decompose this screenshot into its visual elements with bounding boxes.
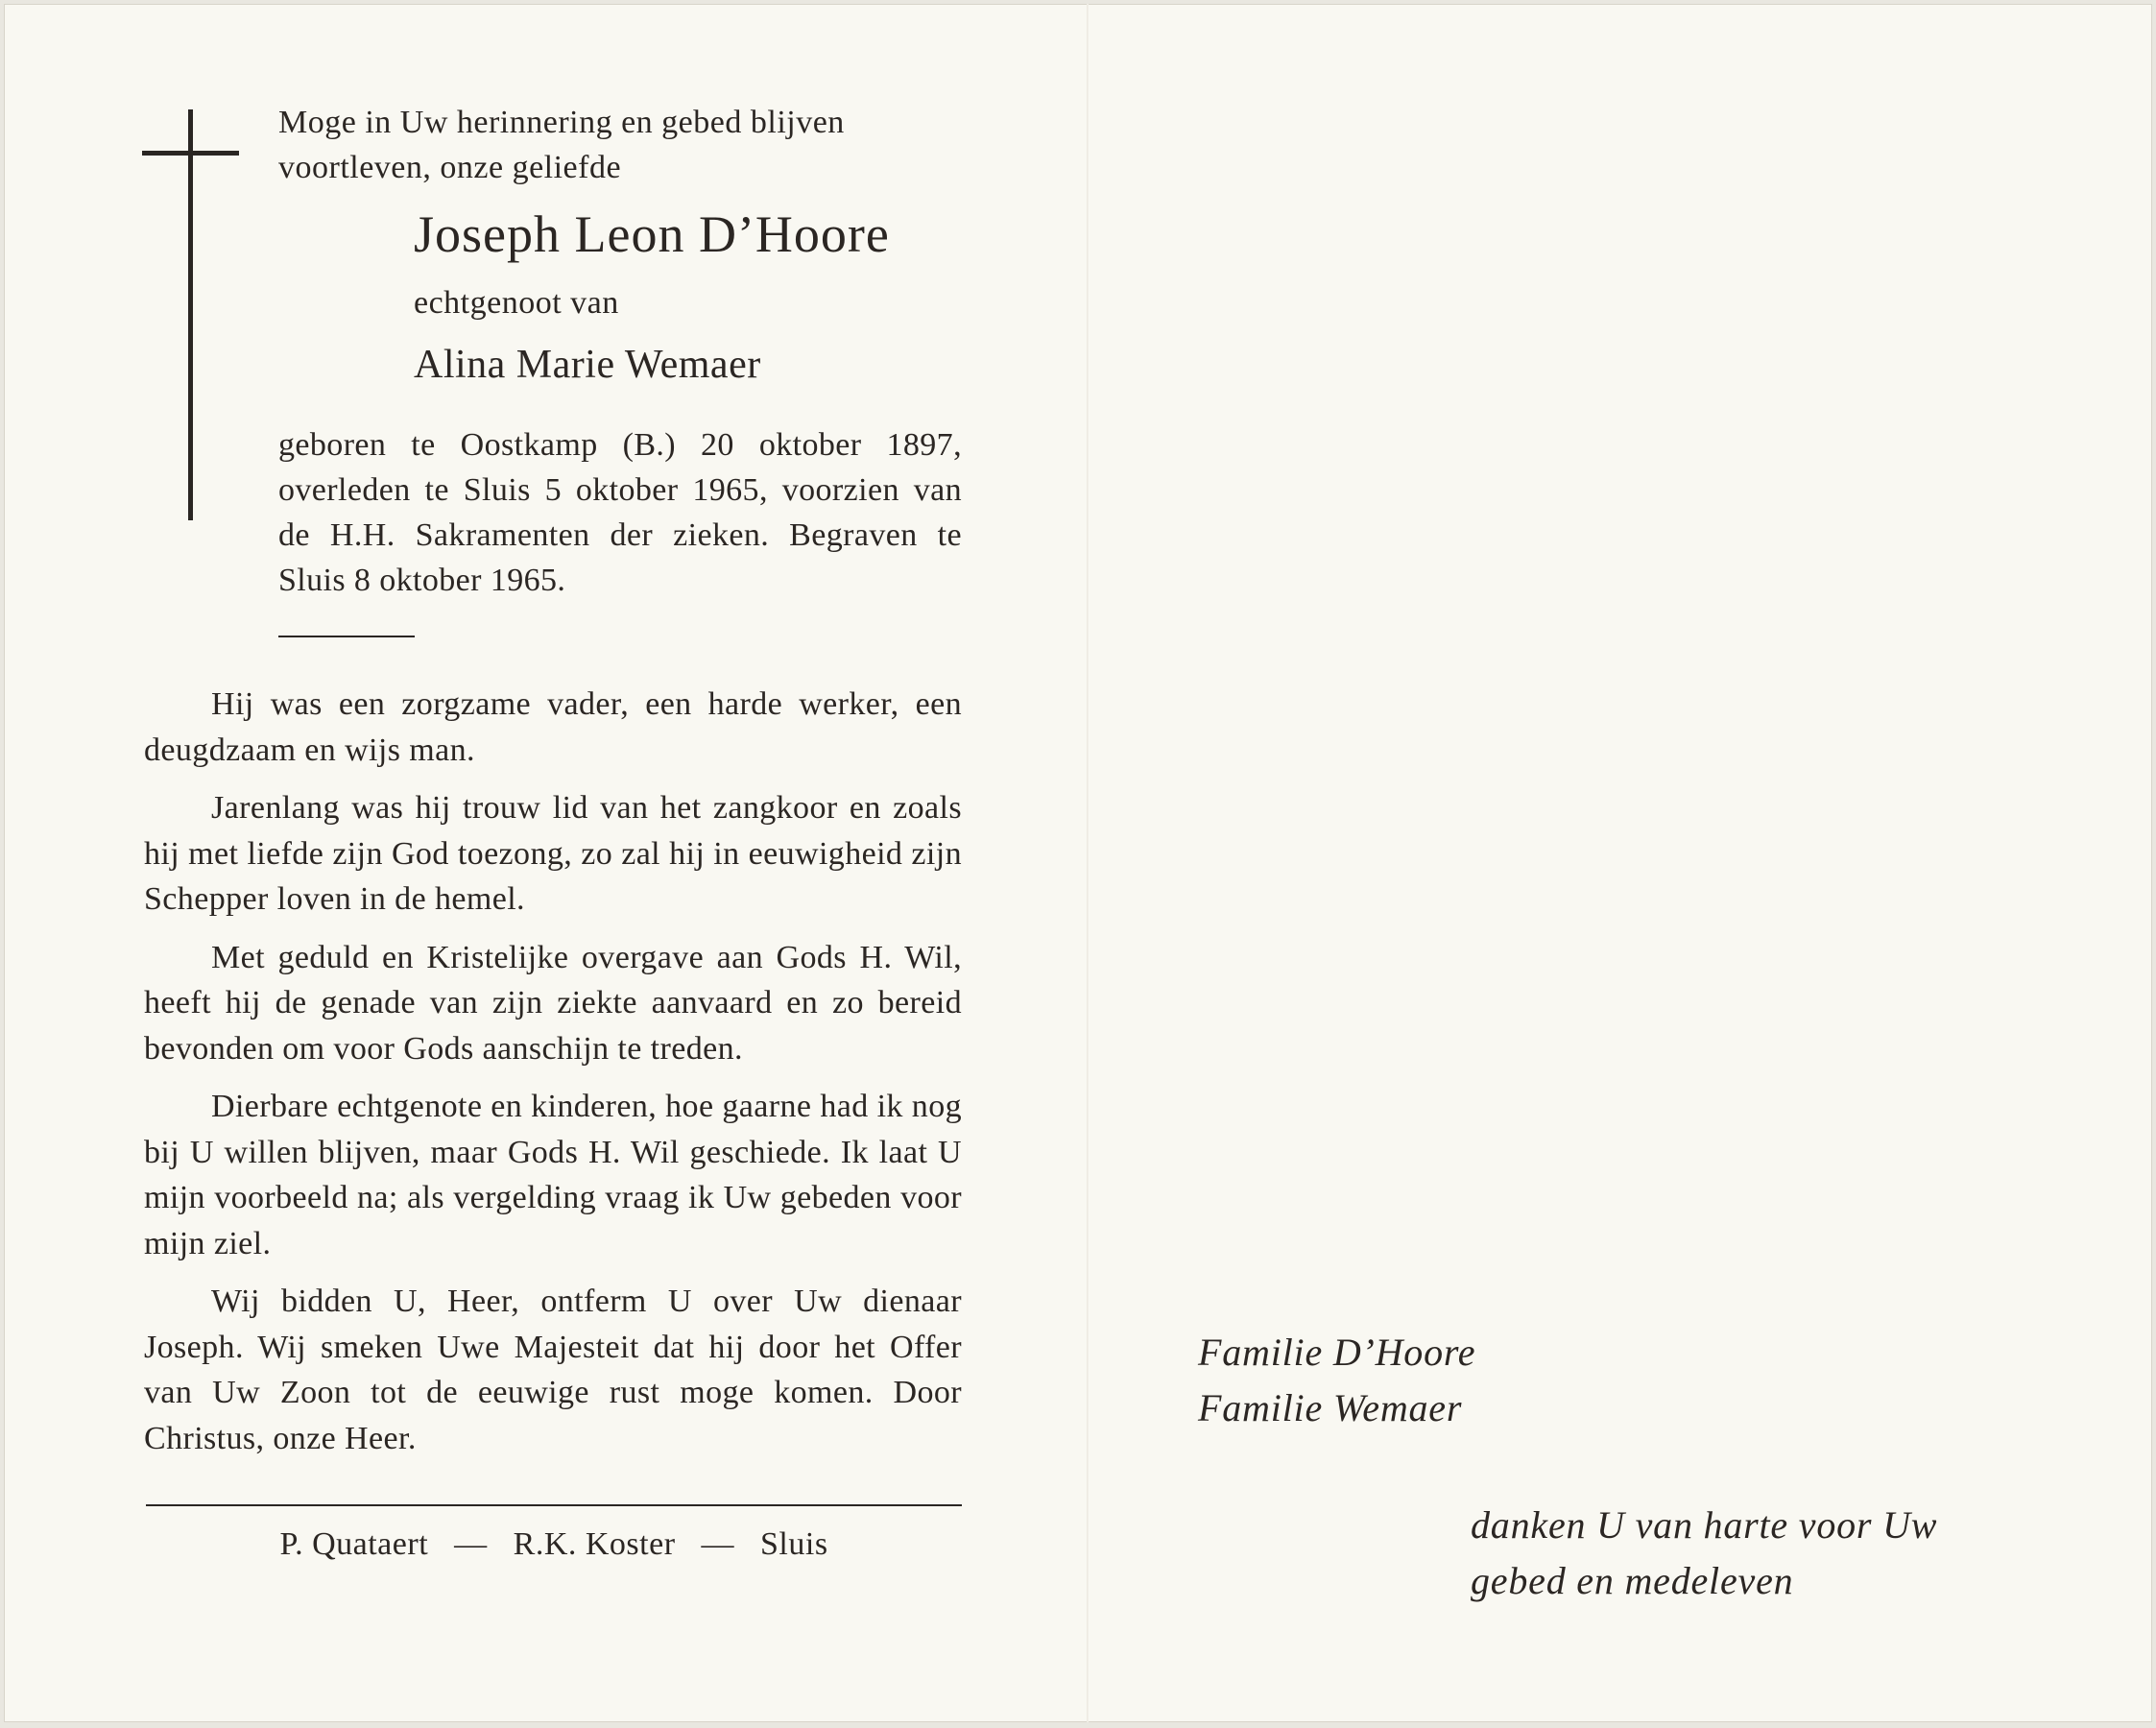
divider-long <box>146 1504 962 1506</box>
spouse-of-label: echtgenoot van <box>414 285 619 321</box>
card-fold <box>1087 4 1089 1722</box>
cross-icon <box>188 109 193 520</box>
family-line-1: Familie D’Hoore <box>1198 1331 1476 1374</box>
thanks-line-2: gebed en medeleven <box>1471 1559 1794 1602</box>
intro-text: Moge in Uw herinnering en gebed blijven voortleven, onze geliefde <box>278 105 845 185</box>
printer-line: P. Quataert — R.K. Koster — Sluis <box>279 1526 828 1562</box>
paragraph-2: Jarenlang was hij trouw lid van het zangkoor en zoals hij met liefde zijn God toezong, zo zal hij in eeuwigheid zijn Schepper loven in de hemel. <box>144 790 962 917</box>
deceased-name: Joseph Leon D’Hoore <box>414 205 890 263</box>
paragraph-1: Hij was een zorgzame vader, een harde werker, een deugdzaam en wijs man. <box>144 686 962 768</box>
spouse-name: Alina Marie Wemaer <box>414 343 761 387</box>
thanks-line-1: danken U van harte voor Uw <box>1471 1503 1938 1547</box>
paragraph-3: Met geduld en Kristelijke overgave aan Gods H. Wil, heeft hij de genade van zijn ziekte aanvaard en zo bereid bevonden om voor Gods aanschijn te treden. <box>144 939 962 1067</box>
paragraph-4: Dierbare echtgenote en kinderen, hoe gaarne had ik nog bij U willen blijven, maar Gods H. Wil geschiede. Ik laat U mijn voorbeeld na; als vergelding vraag ik Uw gebeden voor mijn ziel. <box>144 1089 962 1261</box>
thanks-text <box>1471 1498 1937 1609</box>
paragraph-5: Wij bidden U, Heer, ontferm U over Uw dienaar Joseph. Wij smeken Uwe Majesteit dat hij door het Offer van Uw Zoon tot de eeuwige rust moge komen. Door Christus, onze Heer. <box>144 1284 962 1456</box>
cross-icon-bar <box>142 151 239 156</box>
divider-short <box>278 636 415 637</box>
family-names <box>1198 1325 1475 1436</box>
memorial-text <box>144 682 962 1474</box>
life-dates-text: geboren te Oostkamp (B.) 20 oktober 1897, overleden te Sluis 5 oktober 1965, voorzien van de H.H. Sakramenten der zieken. Begraven te Sluis 8 oktober 1965. <box>278 427 962 598</box>
family-line-2: Familie Wemaer <box>1198 1386 1463 1429</box>
